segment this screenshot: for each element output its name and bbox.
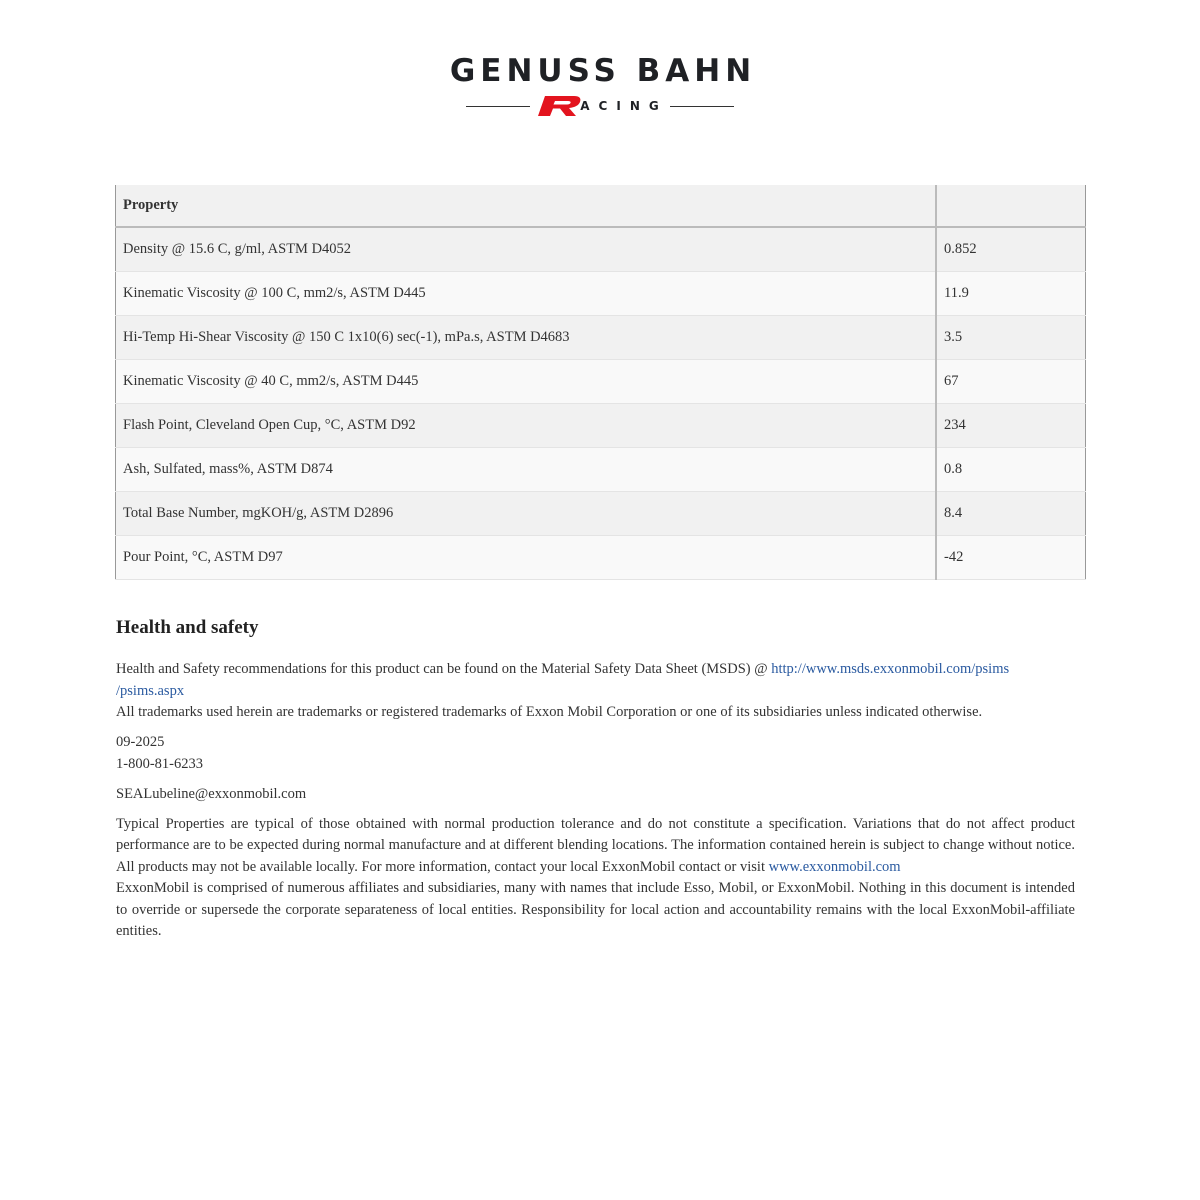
msds-link-part-2: /psims.aspx: [116, 682, 185, 699]
header-value: [936, 185, 1086, 227]
logo-right-line: [670, 106, 734, 107]
logo-subtitle: ACING: [580, 99, 668, 113]
contact-paragraph: [116, 732, 1075, 775]
table-row: [116, 448, 1086, 492]
brand-logo[interactable]: [0, 52, 1200, 118]
msds-link-part-1: http://www.msds.exxonmobil.com/psims: [771, 661, 1010, 677]
website-link[interactable]: www.exxonmobil.com: [768, 858, 901, 875]
msds-text: Health and Safety recommendations for this product can be found on the Material Safety Data Sheet (MSDS) @: [116, 661, 772, 677]
value-cell: 0.8: [936, 448, 1086, 492]
value-cell: 234: [936, 404, 1086, 448]
table-row: [116, 360, 1086, 404]
value-cell: 0.852: [936, 227, 1086, 272]
racing-r-icon: [536, 95, 582, 117]
header-property: Property: [116, 185, 937, 227]
value-cell: 3.5: [936, 316, 1086, 360]
table-row: [116, 272, 1086, 316]
logo-title: GENUSS BAHN: [449, 53, 757, 89]
logo-subtitle-row: [0, 94, 1200, 118]
logo-left-line: [466, 106, 530, 107]
property-cell: Density @ 15.6 C, g/ml, ASTM D4052: [116, 227, 937, 272]
table-row: [116, 492, 1086, 536]
table-row: [116, 404, 1086, 448]
section-heading: Health and safety: [116, 617, 259, 638]
table-row: [116, 227, 1086, 272]
table-row: [116, 316, 1086, 360]
properties-table: [115, 185, 1086, 580]
revision-date: 09-2025: [116, 734, 165, 750]
msds-paragraph: [116, 659, 1075, 702]
property-cell: Hi-Temp Hi-Shear Viscosity @ 150 C 1x10(6) sec(-1), mPa.s, ASTM D4683: [116, 316, 937, 360]
health-safety-section: [116, 614, 1075, 951]
table-header-row: [116, 185, 1086, 227]
typical-properties-paragraph: [116, 814, 1075, 879]
value-cell: 11.9: [936, 272, 1086, 316]
property-cell: Kinematic Viscosity @ 100 C, mm2/s, ASTM D445: [116, 272, 937, 316]
property-cell: Flash Point, Cleveland Open Cup, °C, ASTM D92: [116, 404, 937, 448]
property-cell: Pour Point, °C, ASTM D97: [116, 536, 937, 580]
contact-email: SEALubeline@exxonmobil.com: [116, 785, 307, 802]
typical-text: Typical Properties are typical of those obtained with normal production tolerance and do not constitute a specification. Variations that do not affect product performance are to be expected during normal manufacture and at different blending locations. The information contained herein is subject to change without notice. All products may not be available locally. For more information, contact your local ExxonMobil contact or visit: [116, 815, 1075, 875]
affiliates-paragraph: ExxonMobil is comprised of numerous affiliates and subsidiaries, many with names that include Esso, Mobil, or ExxonMobil. Nothing in this document is intended to override or supersede the corporate separateness of local entities. Responsibility for local action and accountability remains with the local ExxonMobil-affiliate entities.: [116, 880, 1075, 939]
value-cell: 8.4: [936, 492, 1086, 536]
value-cell: 67: [936, 360, 1086, 404]
table-row: [116, 536, 1086, 580]
phone-number: 1-800-81-6233: [116, 755, 203, 772]
property-cell: Total Base Number, mgKOH/g, ASTM D2896: [116, 492, 937, 536]
property-cell: Ash, Sulfated, mass%, ASTM D874: [116, 448, 937, 492]
value-cell: -42: [936, 536, 1086, 580]
email-paragraph: [116, 784, 1075, 806]
trademarks-paragraph: All trademarks used herein are trademarks or registered trademarks of Exxon Mobil Corporation or one of its subsidiaries unless indicated otherwise.: [116, 704, 983, 720]
property-cell: Kinematic Viscosity @ 40 C, mm2/s, ASTM D445: [116, 360, 937, 404]
